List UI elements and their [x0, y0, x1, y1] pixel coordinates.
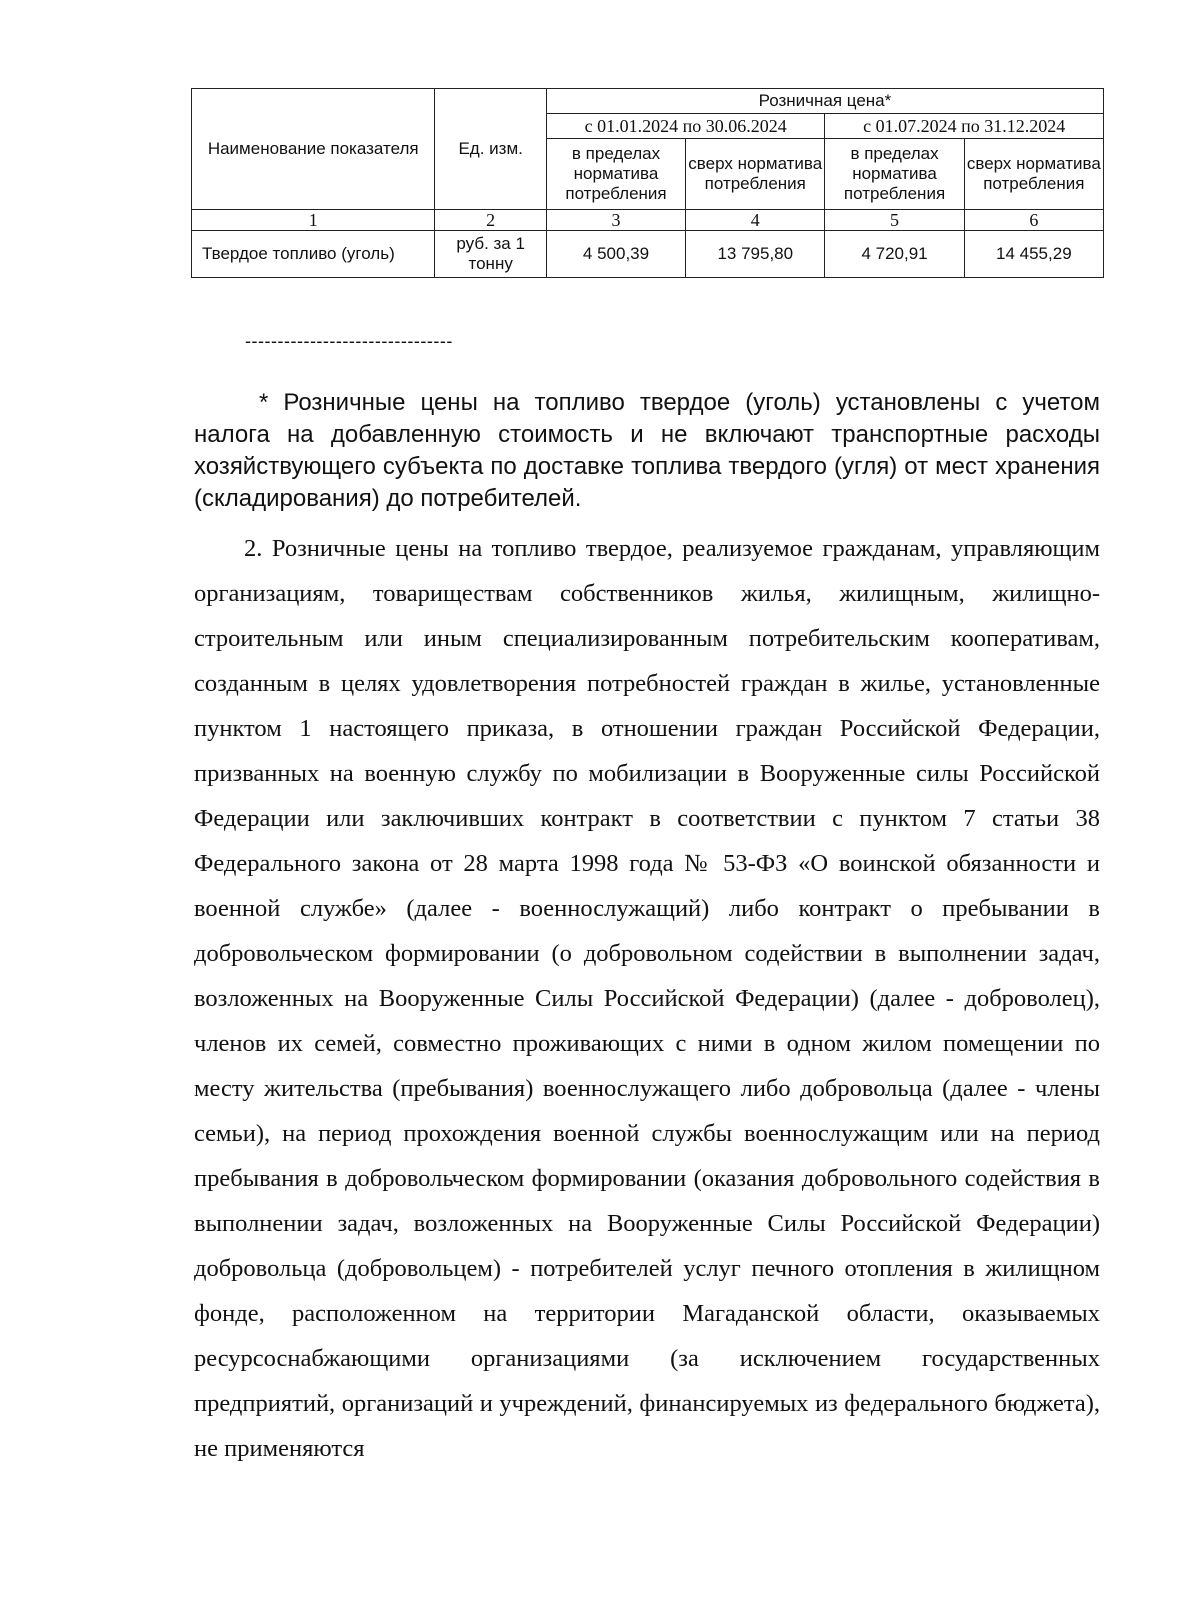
header-indicator-name: Наименование показателя: [192, 89, 435, 210]
table-row: [192, 231, 1104, 278]
price-above-norm-period-2: 14 455,29: [964, 231, 1103, 278]
header-above-norm-2: сверх норматива потребления: [964, 139, 1103, 210]
header-period-2: с 01.07.2024 по 31.12.2024: [825, 114, 1104, 139]
header-retail-price: Розничная цена*: [546, 89, 1103, 114]
column-number: 1: [192, 210, 435, 231]
column-number: 3: [546, 210, 685, 231]
price-within-norm-period-1: 4 500,39: [546, 231, 685, 278]
row-fuel-name: Твердое топливо (уголь): [192, 231, 435, 278]
column-number: 5: [825, 210, 964, 231]
column-number: 4: [686, 210, 825, 231]
header-within-norm-2: в пределах норматива потребления: [825, 139, 964, 210]
footnote-separator: --------------------------------: [245, 331, 453, 351]
price-above-norm-period-1: 13 795,80: [686, 231, 825, 278]
footnote-text: * Розничные цены на топливо твердое (уголь) установлены с учетом налога на добавленную стоимость и не включают транспортные расходы хозяйствующего субъекта по доставке топлива твердого (угля) от мест хранения (складирования) до потребителей.: [194, 389, 1100, 512]
row-unit: руб. за 1 тонну: [435, 231, 546, 278]
paragraph-2: 2. Розничные цены на топливо твердое, реализуемое гражданам, управляющим организациям, товариществам собственников жилья, жилищным, жилищно-строительным или иным специализированным потребительским кооперативам, созданным в целях удовлетворения потребностей граждан в жилье, установленные пунктом 1 настоящего приказа, в отношении граждан Российской Федерации, призванных на военную службу по мобилизации в Вооруженные силы Российской Федерации или заключивших контракт в соответствии с пунктом 7 статьи 38 Федерального закона от 28 марта 1998 года № 53-ФЗ «О воинской обязанности и военной службе» (далее - военнослужащий) либо контракт о пребывании в добровольческом формировании (о добровольном содействии в выполнении задач, возложенных на Вооруженные Силы Российской Федерации) (далее - доброволец), членов их семей, совместно проживающих с ними в одном жилом помещении по месту жительства (пребывания) военнослужащего либо добровольца (далее - члены семьи), на период прохождения военной службы военнослужащим или на период пребывания в добровольческом формировании (оказания добровольного содействия в выполнении задач, возложенных на Вооруженные Силы Российской Федерации) добровольца (добровольцем) - потребителей услуг печного отопления в жилищном фонде, расположенном на территории Магаданской области, оказываемых ресурсоснабжающими организациями (за исключением государственных предприятий, организаций и учреждений, финансируемых из федерального бюджета), не применяются: [194, 535, 1100, 1462]
header-unit: Ед. изм.: [435, 89, 546, 210]
price-within-norm-period-2: 4 720,91: [825, 231, 964, 278]
retail-price-table: [191, 88, 1104, 278]
header-period-1: с 01.01.2024 по 30.06.2024: [546, 114, 825, 139]
column-number: 2: [435, 210, 546, 231]
header-above-norm-1: сверх норматива потребления: [686, 139, 825, 210]
header-within-norm-1: в пределах норматива потребления: [546, 139, 685, 210]
column-number: 6: [964, 210, 1103, 231]
